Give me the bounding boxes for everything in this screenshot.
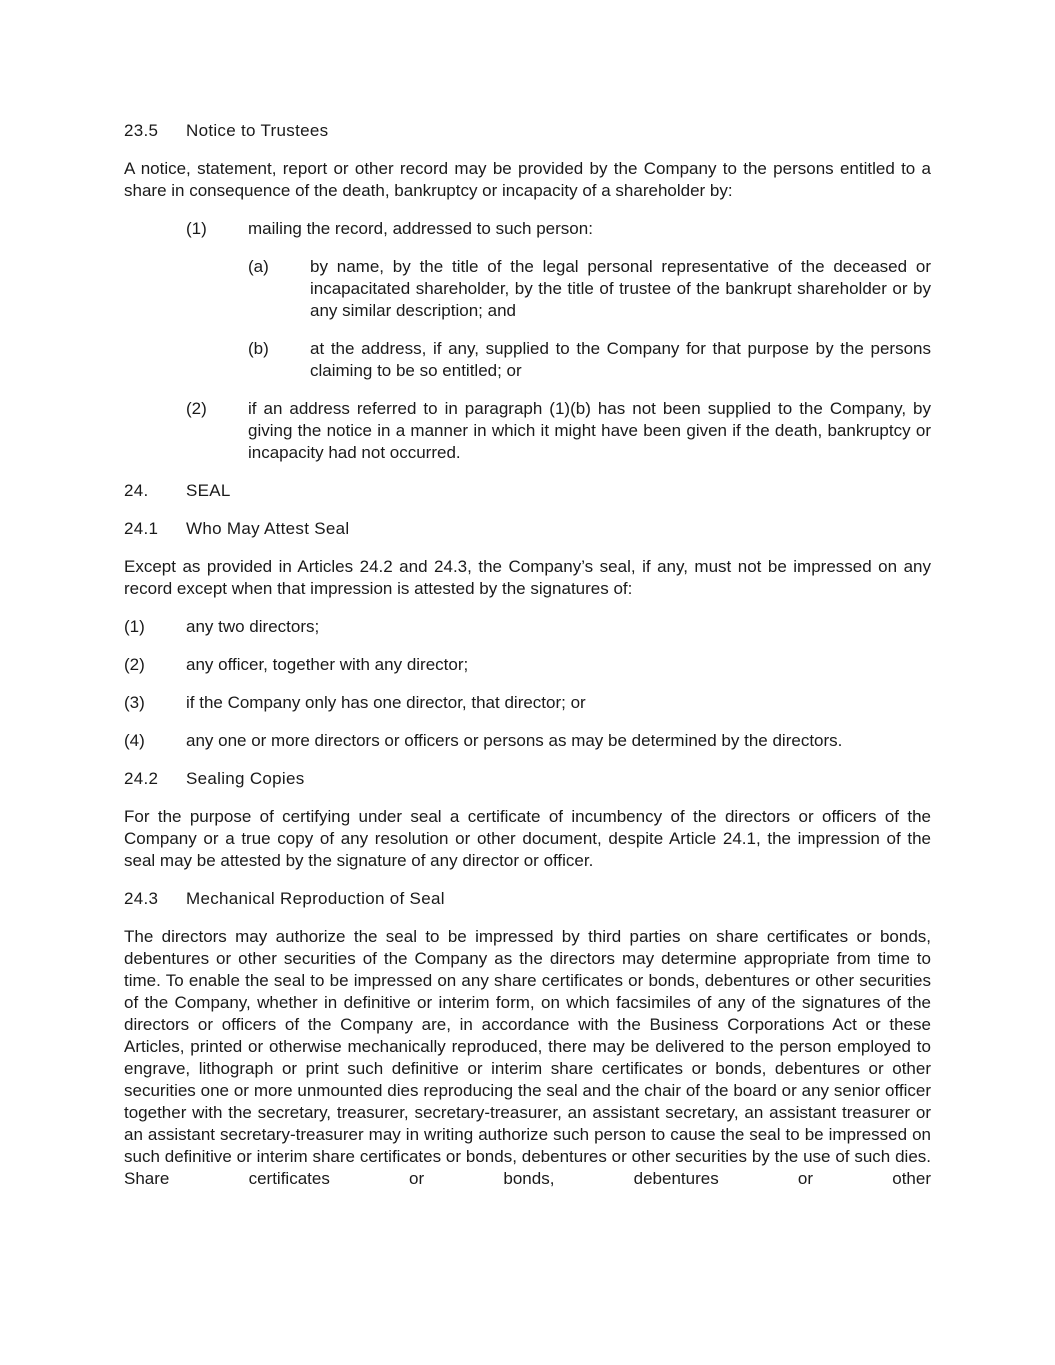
paragraph-24-2: For the purpose of certifying under seal a certificate of incumbency of the directors or officers of the Company or a true copy of any resolution or other document, despite Article 24.1, the impression of the seal may be attested by the signature of any director or officer. xyxy=(124,807,931,870)
list-item-text: at the address, if any, supplied to the Company for that purpose by the persons claiming to be so entitled; or xyxy=(310,339,931,380)
list-item-24-1-2 xyxy=(124,654,931,676)
list-item-marker: (3) xyxy=(124,693,145,712)
list-item-24-1-3 xyxy=(124,692,931,714)
section-title: Notice to Trustees xyxy=(186,121,329,140)
list-item-24-1-4 xyxy=(124,730,931,752)
list-item-marker: (2) xyxy=(186,399,207,418)
paragraph-24-3: The directors may authorize the seal to be impressed by third parties on share certificates or bonds, debentures or other securities of the Company as the directors may determine appropriate from time to time. To enable the seal to be impressed on any share certificates or bonds, debentures or other securities of the Company, whether in definitive or interim form, on which facsimiles of any of the signatures of the directors or officers of the Company are, in accordance with the Business Corporations Act or these Articles, printed or otherwise mechanically reproduced, there may be delivered to the person employed to engrave, lithograph or print such definitive or interim share certificates or bonds, debentures or other securities one or more unmounted dies reproducing the seal and the chair of the board or any senior officer together with the secretary, treasurer, secretary-treasurer, an assistant secretary, an assistant treasurer or an assistant secretary-treasurer may in writing authorize such person to cause the seal to be impressed on such definitive or interim share certificates or bonds, debentures or other securities by the use of such dies. Share certificates or bonds, debentures or other xyxy=(124,927,931,1188)
section-number: 24.2 xyxy=(124,769,159,788)
list-item-23-5-1b xyxy=(248,338,931,382)
list-item-marker: (a) xyxy=(248,257,269,276)
list-item-24-1-1 xyxy=(124,616,931,638)
list-item-text: if an address referred to in paragraph (1)(b) has not been supplied to the Company, by giving the notice in a manner in which it might have been given if the death, bankruptcy or incapacity had not occurred. xyxy=(248,399,931,462)
list-item-text: by name, by the title of the legal personal representative of the deceased or incapacitated shareholder, by the title of trustee of the bankrupt shareholder or by any similar description; and xyxy=(310,257,931,320)
list-item-text: any two directors; xyxy=(186,617,320,636)
section-heading-24-1 xyxy=(124,518,931,540)
section-heading-24 xyxy=(124,480,931,502)
paragraph-24-1-intro: Except as provided in Articles 24.2 and 24.3, the Company’s seal, if any, must not be impressed on any record except when that impression is attested by the signatures of: xyxy=(124,557,931,598)
paragraph-23-5-intro: A notice, statement, report or other record may be provided by the Company to the persons entitled to a share in consequence of the death, bankruptcy or incapacity of a shareholder by: xyxy=(124,159,931,200)
list-item-marker: (2) xyxy=(124,655,145,674)
list-item-text: if the Company only has one director, that director; or xyxy=(186,693,586,712)
section-title: SEAL xyxy=(186,481,231,500)
section-number: 24. xyxy=(124,481,149,500)
section-number: 24.1 xyxy=(124,519,159,538)
list-item-23-5-1 xyxy=(186,218,931,240)
list-item-marker: (4) xyxy=(124,731,145,750)
list-item-text: any one or more directors or officers or persons as may be determined by the directors. xyxy=(186,731,843,750)
list-item-marker: (1) xyxy=(186,219,207,238)
section-heading-24-2 xyxy=(124,768,931,790)
list-item-marker: (1) xyxy=(124,617,145,636)
section-number: 24.3 xyxy=(124,889,159,908)
list-item-23-5-2 xyxy=(186,398,931,464)
list-item-text: mailing the record, addressed to such person: xyxy=(248,219,593,238)
list-item-marker: (b) xyxy=(248,339,269,358)
section-title: Sealing Copies xyxy=(186,769,305,788)
section-heading-23-5 xyxy=(124,120,931,142)
list-item-23-5-1a xyxy=(248,256,931,322)
section-title: Who May Attest Seal xyxy=(186,519,350,538)
section-title: Mechanical Reproduction of Seal xyxy=(186,889,445,908)
section-heading-24-3 xyxy=(124,888,931,910)
section-number: 23.5 xyxy=(124,121,159,140)
list-item-text: any officer, together with any director; xyxy=(186,655,469,674)
document-content xyxy=(124,120,931,1206)
